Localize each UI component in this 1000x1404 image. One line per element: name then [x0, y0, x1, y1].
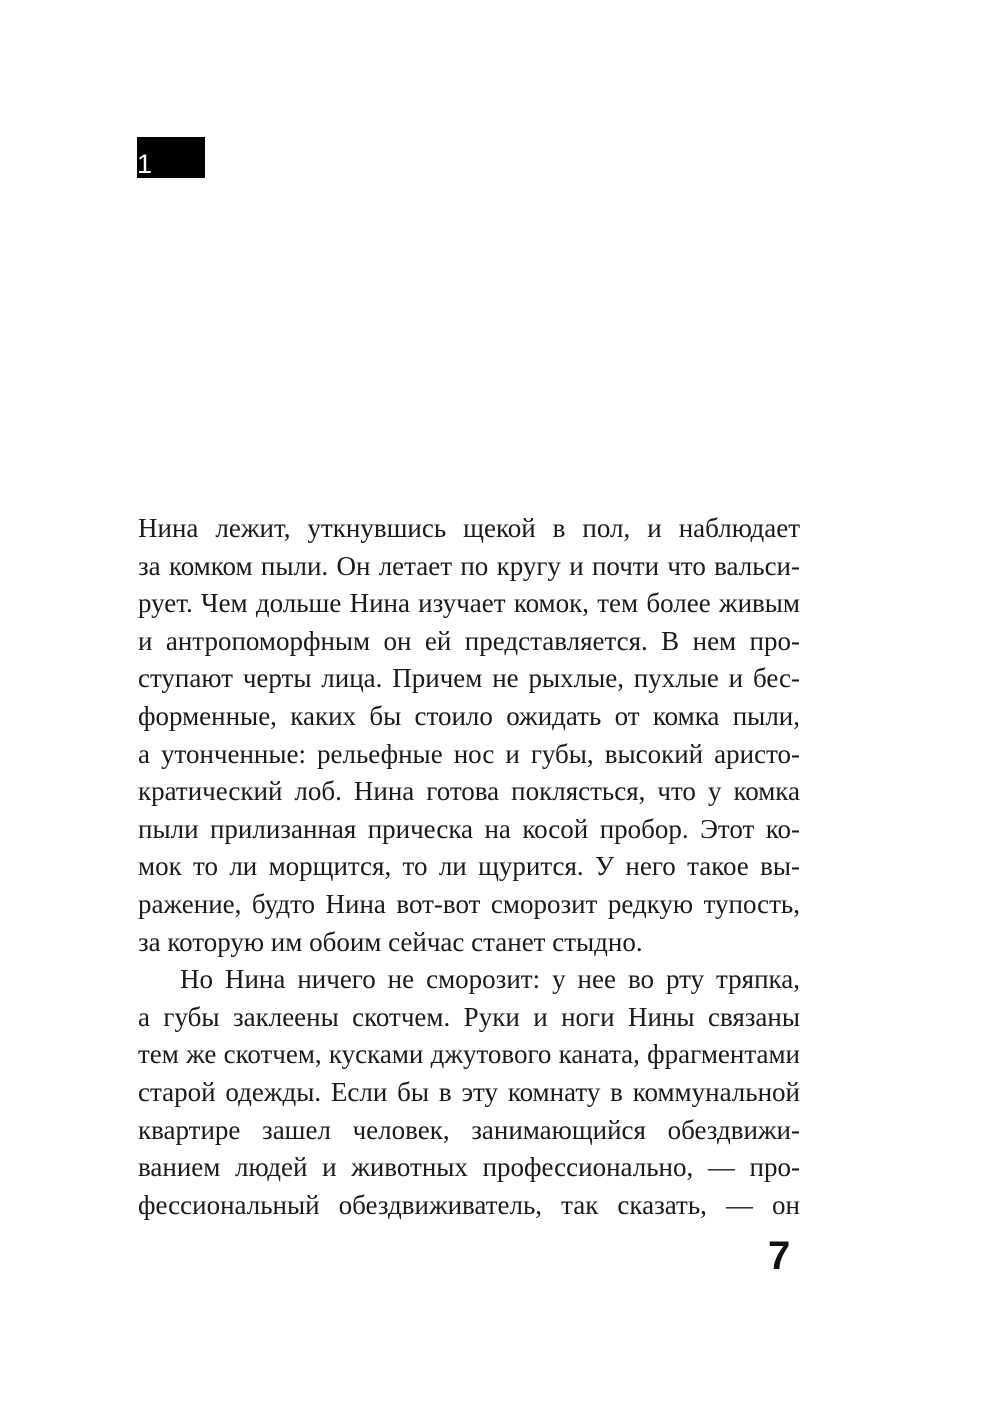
text-line: Нина лежит, уткнувшись щекой в пол, и наблюдает: [138, 513, 800, 543]
text-line: Но Нина ничего не сморозит: у нее во рту тряпка,: [180, 964, 800, 995]
text-line: за комком пыли. Он летает по кругу и почти что вальси-: [138, 550, 800, 581]
text-line: рует. Чем дольше Нина изучает комок, тем более живым: [138, 588, 800, 619]
text-line: форменные, каких бы стоило ожидать от комка пыли,: [138, 700, 800, 731]
body-text: [138, 510, 800, 1224]
text-line: кратический лоб. Нина готова поклясться, что у комка: [138, 776, 800, 807]
page-number: 7: [768, 1234, 791, 1278]
text-line: ражение, будто Нина вот-вот сморозит редкую тупость,: [138, 888, 800, 919]
text-line: и антропоморфным он ей представляется. В нем про-: [138, 625, 800, 656]
text-line: квартире зашел человек, занимающийся обездвижи-: [138, 1114, 800, 1145]
paragraph-2: [138, 961, 800, 1224]
text-line: ванием людей и животных профессионально, — про-: [138, 1152, 800, 1183]
text-line: а губы заклеены скотчем. Руки и ноги Нины связаны: [138, 1001, 800, 1032]
text-line: ступают черты лица. Причем не рыхлые, пухлые и бес-: [138, 663, 800, 694]
text-line: тем же скотчем, кусками джутового каната, фрагментами: [138, 1039, 800, 1070]
text-line: пыли прилизанная прическа на косой пробор. Этот ко-: [138, 813, 800, 844]
text-line: за которую им обоим сейчас станет стыдно.: [138, 926, 643, 957]
text-line: фессиональный обездвиживатель, так сказать, — он: [138, 1189, 800, 1220]
paragraph-1: [138, 510, 800, 961]
text-line: старой одежды. Если бы в эту комнату в коммунальной: [138, 1076, 800, 1107]
text-line: мок то ли морщится, то ли щурится. У него такое вы-: [138, 851, 800, 882]
text-line: а утонченные: рельефные нос и губы, высокий аристо-: [138, 738, 800, 769]
chapter-number: 1: [137, 149, 153, 179]
